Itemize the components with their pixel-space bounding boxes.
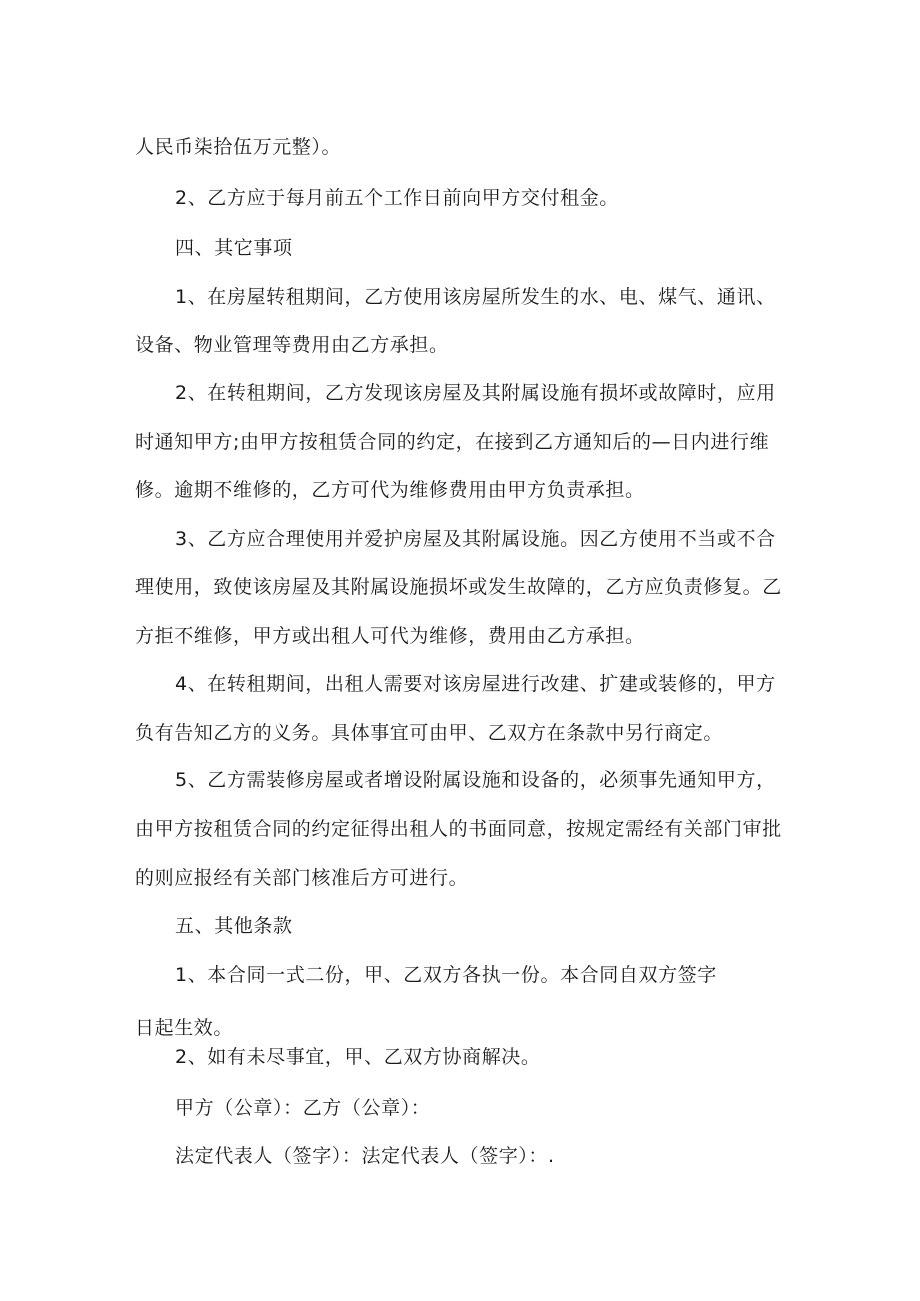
section-heading: 四、其它事项 (175, 237, 293, 259)
text-line: 理使用，致使该房屋及其附属设施损坏或发生故障的，乙方应负责修复。乙 (135, 576, 782, 598)
text-line: 4、在转租期间，出租人需要对该房屋进行改建、扩建或装修的，甲方 (175, 673, 776, 695)
text-line: 的则应报经有关部门核准后方可进行。 (135, 867, 469, 889)
text-line: 修。逾期不维修的，乙方可代为维修费用由甲方负责承担。 (135, 479, 645, 501)
text-line: 设备、物业管理等费用由乙方承担。 (135, 334, 449, 356)
signature-line-seal: 甲方（公章）：乙方（公章）： (175, 1097, 431, 1119)
text-line: 方拒不维修，甲方或出租人可代为维修，费用由乙方承担。 (135, 625, 645, 647)
text-line: 2、在转租期间，乙方发现该房屋及其附属设施有损坏或故障时，应用 (175, 382, 776, 404)
text-line: 2、如有未尽事宜，甲、乙双方协商解决。 (175, 1046, 541, 1068)
text-line: 由甲方按租赁合同的约定征得出租人的书面同意，按规定需经有关部门审批 (135, 818, 782, 840)
text-line: 人民币柒拾伍万元整）。 (135, 136, 342, 158)
signature-line-representative: 法定代表人（签字）：法定代表人（签字）：. (175, 1145, 555, 1167)
text-line: 时通知甲方;由甲方按租赁合同的约定，在接到乙方通知后的—日内进行维 (135, 431, 770, 453)
text-line: 3、乙方应合理使用并爱护房屋及其附属设施。因乙方使用不当或不合 (175, 528, 776, 550)
text-line: 1、本合同一式二份，甲、乙双方各执一份。本合同自双方签字 (175, 964, 717, 986)
text-line: 负有告知乙方的义务。具体事宜可由甲、乙双方在条款中另行商定。 (135, 722, 724, 744)
text-line: 2、乙方应于每月前五个工作日前向甲方交付租金。 (175, 187, 619, 209)
text-line: 5、乙方需装修房屋或者增设附属设施和设备的，必须事先通知甲方， (175, 769, 776, 791)
text-line: 日起生效。 (135, 1017, 234, 1039)
section-heading: 五、其他条款 (175, 915, 293, 937)
text-line: 1、在房屋转租期间，乙方使用该房屋所发生的水、电、煤气、通讯、 (175, 286, 776, 308)
